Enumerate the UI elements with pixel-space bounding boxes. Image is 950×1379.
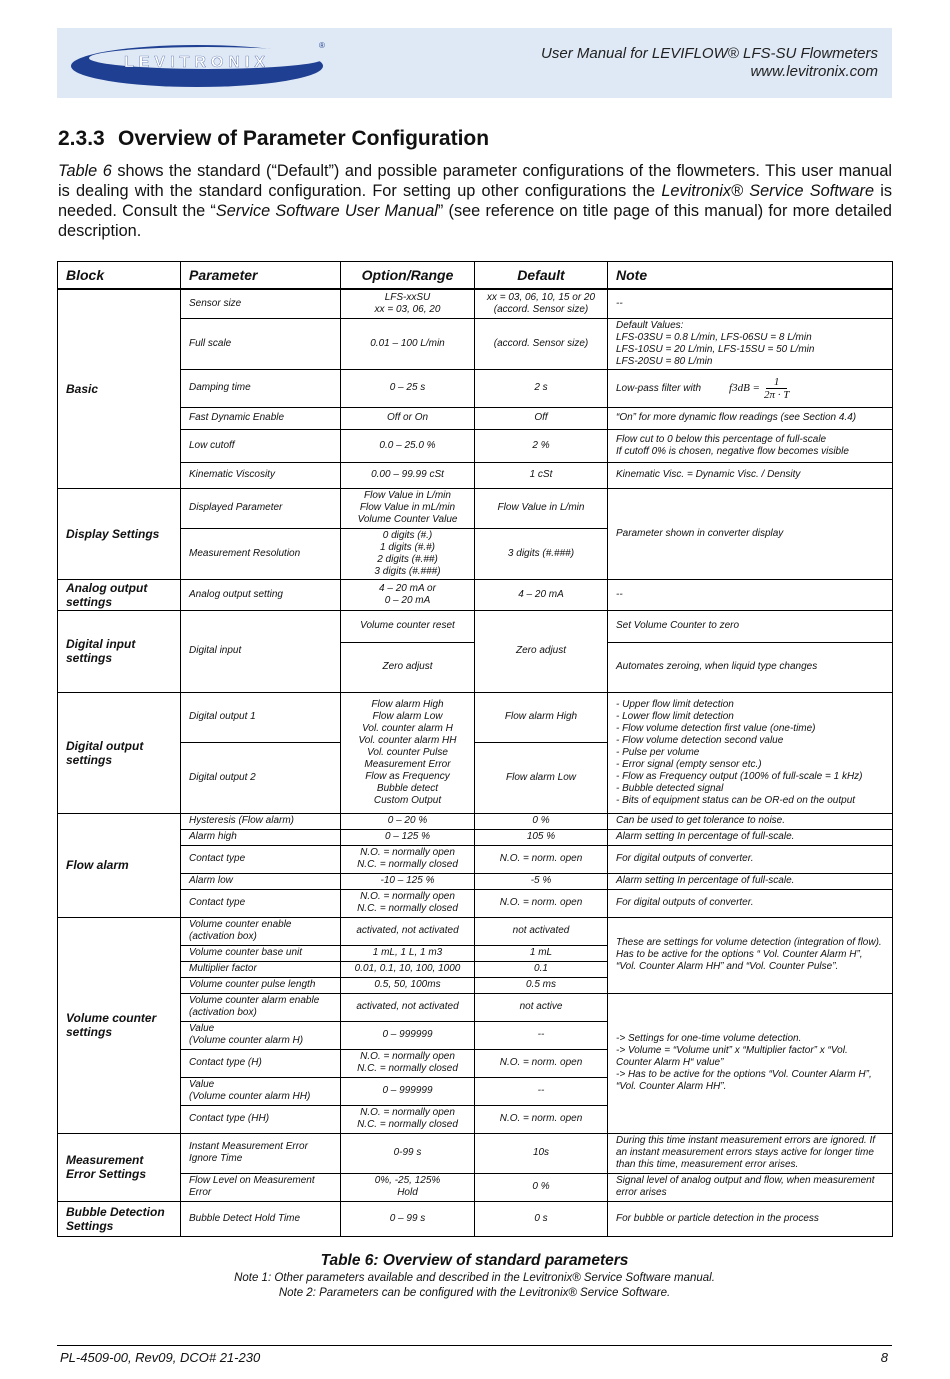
default-cell: 1 cSt <box>475 462 608 488</box>
note-cell: Flow cut to 0 below this percentage of full-scale If cutoff 0% is chosen, negative flow becomes visible <box>608 429 893 462</box>
block-bubble-detection: Bubble Detection Settings <box>58 1201 181 1236</box>
note-cell: “On” for more dynamic flow readings (see Section 4.4) <box>608 407 893 429</box>
default-cell: -5 % <box>475 873 608 889</box>
note-cell: Parameter shown in converter display <box>608 488 893 579</box>
default-cell: (accord. Sensor size) <box>475 318 608 369</box>
note-cell: Low-pass filter with f3dB = $\frac{1}{2\pi \cdot T}$ <box>608 369 893 407</box>
default-cell: 4 – 20 mA <box>475 579 608 610</box>
header-default: Default <box>475 262 608 290</box>
table-reference: Table 6 <box>58 162 112 180</box>
parameter-table <box>57 261 893 1237</box>
param-cell: Flow Level on Measurement Error <box>181 1173 341 1201</box>
option-cell: 0 – 25 s <box>341 369 475 407</box>
param-cell: Hysteresis (Flow alarm) <box>181 813 341 829</box>
default-cell: 0 % <box>475 813 608 829</box>
option-cell: N.O. = normally open N.C. = normally closed <box>341 1105 475 1133</box>
default-cell: xx = 03, 06, 10, 15 or 20 (accord. Sensor size) <box>475 289 608 318</box>
note-cell: -- <box>608 579 893 610</box>
note-cell: Can be used to get tolerance to noise. <box>608 813 893 829</box>
manual-reference: Service Software User Manual <box>215 202 438 220</box>
default-cell: Off <box>475 407 608 429</box>
option-cell: 0.01 – 100 L/min <box>341 318 475 369</box>
option-cell: 0-99 s <box>341 1133 475 1173</box>
option-cell: 1 mL, 1 L, 1 m3 <box>341 945 475 961</box>
param-cell: Analog output setting <box>181 579 341 610</box>
default-cell: 10s <box>475 1133 608 1173</box>
svg-text:®: ® <box>319 41 325 50</box>
default-cell: -- <box>475 1077 608 1105</box>
levitronix-logo <box>67 36 327 90</box>
note-cell: Automates zeroing, when liquid type changes <box>608 642 893 692</box>
document-number: PL-4509-00, Rev09, DCO# 21-230 <box>60 1350 261 1365</box>
param-cell: Multiplier factor <box>181 961 341 977</box>
option-cell: Volume counter reset <box>341 610 475 642</box>
table-note-2: Note 2: Parameters can be configured with the Levitronix® Service Software. <box>278 1287 671 1299</box>
block-flow-alarm: Flow alarm <box>58 813 181 917</box>
default-cell: 0 % <box>475 1173 608 1201</box>
option-cell: 4 – 20 mA or 0 – 20 mA <box>341 579 475 610</box>
option-cell: N.O. = normally open N.C. = normally closed <box>341 889 475 917</box>
option-cell: Flow alarm High Flow alarm Low Vol. counter alarm H Vol. counter alarm HH Vol. counter Pulse Measurement Error Flow as Frequency Bubble detect Custom Output <box>341 692 475 813</box>
default-cell: N.O. = norm. open <box>475 1049 608 1077</box>
default-cell: Flow alarm High <box>475 692 608 742</box>
option-cell: Flow Value in L/min Flow Value in mL/min Volume Counter Value <box>341 488 475 528</box>
note-cell: For bubble or particle detection in the process <box>608 1201 893 1236</box>
header-parameter: Parameter <box>181 262 341 290</box>
param-cell: Contact type (HH) <box>181 1105 341 1133</box>
option-cell: 0 – 99 s <box>341 1201 475 1236</box>
note-cell: Alarm setting In percentage of full-scale. <box>608 829 893 845</box>
default-cell: Flow Value in L/min <box>475 488 608 528</box>
default-cell: 0.5 ms <box>475 977 608 993</box>
param-cell: Damping time <box>181 369 341 407</box>
intro-paragraph: Table 6 shows the standard (“Default”) and possible parameter configurations of the flowmeters. This user manual is dealing with the standard configuration. For setting up other configurations the Levitronix® Service Software is needed. Consult the “Service Software User Manual” (see reference on title page of this manual) for more detailed description. <box>58 162 893 240</box>
note-cell: -> Settings for one-time volume detection. -> Volume = “Volume unit” x “Multiplier factor” x “Vol. Counter Alarm H“ value” -> Has to be active for the options “Vol. Counter Alarm H”, “Vol. Counter Alarm HH”. <box>608 993 893 1133</box>
note-cell: -- <box>608 289 893 318</box>
option-cell: 0 – 20 % <box>341 813 475 829</box>
footer-divider <box>57 1345 892 1346</box>
param-cell: Value (Volume counter alarm H) <box>181 1021 341 1049</box>
note-cell: For digital outputs of converter. <box>608 889 893 917</box>
header-block: Block <box>58 262 181 290</box>
param-cell: Displayed Parameter <box>181 488 341 528</box>
note-cell: Kinematic Visc. = Dynamic Visc. / Density <box>608 462 893 488</box>
block-digital-output: Digital output settings <box>58 692 181 813</box>
option-cell: 0%, -25, 125% Hold <box>341 1173 475 1201</box>
option-cell: 0.00 – 99.99 cSt <box>341 462 475 488</box>
default-cell: not active <box>475 993 608 1021</box>
table-note-1: Note 1: Other parameters available and described in the Levitronix® Service Software manual. <box>234 1272 715 1284</box>
note-cell: Set Volume Counter to zero <box>608 610 893 642</box>
default-cell: Flow alarm Low <box>475 742 608 813</box>
default-cell: 2 % <box>475 429 608 462</box>
option-cell: 0 – 999999 <box>341 1077 475 1105</box>
option-cell: Off or On <box>341 407 475 429</box>
block-volume-counter: Volume counter settings <box>58 917 181 1133</box>
param-cell: Full scale <box>181 318 341 369</box>
param-cell: Low cutoff <box>181 429 341 462</box>
lowpass-formula: f3dB = $\frac{1}{2\pi \cdot T}$ <box>729 375 790 401</box>
option-cell: activated, not activated <box>341 917 475 945</box>
default-cell: 2 s <box>475 369 608 407</box>
option-cell: N.O. = normally open N.C. = normally closed <box>341 845 475 873</box>
param-cell: Volume counter pulse length <box>181 977 341 993</box>
option-cell: -10 – 125 % <box>341 873 475 889</box>
block-display-settings: Display Settings <box>58 488 181 579</box>
param-cell: Sensor size <box>181 289 341 318</box>
option-cell: activated, not activated <box>341 993 475 1021</box>
option-cell: 0 – 999999 <box>341 1021 475 1049</box>
default-cell: 0.1 <box>475 961 608 977</box>
param-cell: Volume counter base unit <box>181 945 341 961</box>
param-cell: Alarm high <box>181 829 341 845</box>
param-cell: Digital output 2 <box>181 742 341 813</box>
note-cell: Default Values: LFS-03SU = 0.8 L/min, LFS-06SU = 8 L/min LFS-10SU = 20 L/min, LFS-15SU = 50 L/min LFS-20SU = 80 L/min <box>608 318 893 369</box>
page-number: 8 <box>880 1350 888 1365</box>
param-cell: Fast Dynamic Enable <box>181 407 341 429</box>
table-caption: Table 6: Overview of standard parameters <box>320 1252 629 1269</box>
block-basic: Basic <box>58 289 181 488</box>
default-cell: -- <box>475 1021 608 1049</box>
option-cell: N.O. = normally open N.C. = normally closed <box>341 1049 475 1077</box>
note-cell: Alarm setting In percentage of full-scale. <box>608 873 893 889</box>
header-note: Note <box>608 262 893 290</box>
option-cell: 0.0 – 25.0 % <box>341 429 475 462</box>
default-cell: N.O. = norm. open <box>475 1105 608 1133</box>
param-cell: Contact type <box>181 845 341 873</box>
service-software-name: Levitronix® Service Software <box>661 182 875 200</box>
param-cell: Bubble Detect Hold Time <box>181 1201 341 1236</box>
default-cell: 0 s <box>475 1201 608 1236</box>
default-cell: 105 % <box>475 829 608 845</box>
param-cell: Contact type (H) <box>181 1049 341 1077</box>
section-heading <box>58 127 489 151</box>
option-cell: 0 digits (#.) 1 digits (#.#) 2 digits (#.##) 3 digits (#.###) <box>341 528 475 579</box>
default-cell: 3 digits (#.###) <box>475 528 608 579</box>
option-cell: 0.01, 0.1, 10, 100, 1000 <box>341 961 475 977</box>
default-cell: 1 mL <box>475 945 608 961</box>
param-cell: Digital input <box>181 610 341 692</box>
default-cell: not activated <box>475 917 608 945</box>
default-cell: Zero adjust <box>475 610 608 692</box>
param-cell: Volume counter enable (activation box) <box>181 917 341 945</box>
note-cell: For digital outputs of converter. <box>608 845 893 873</box>
section-number: 2.3.3 <box>58 127 105 150</box>
default-cell: N.O. = norm. open <box>475 889 608 917</box>
block-measurement-error: Measurement Error Settings <box>58 1133 181 1201</box>
note-cell: - Upper flow limit detection - Lower flow limit detection - Flow volume detection first value (one-time) - Flow volume detection second value - Pulse per volume - Error signal (empty sensor etc.) - Flow as Frequency output (100% of full-scale = 1 kHz) - Bubble detected signal - Bits of equipment status can be OR-ed on the output <box>608 692 893 813</box>
option-cell: 0 – 125 % <box>341 829 475 845</box>
param-cell: Digital output 1 <box>181 692 341 742</box>
option-cell: 0.5, 50, 100ms <box>341 977 475 993</box>
header-url: www.levitronix.com <box>750 63 878 80</box>
param-cell: Instant Measurement Error Ignore Time <box>181 1133 341 1173</box>
param-cell: Measurement Resolution <box>181 528 341 579</box>
param-cell: Alarm low <box>181 873 341 889</box>
note-cell: Signal level of analog output and flow, when measurement error arises <box>608 1173 893 1201</box>
param-cell: Volume counter alarm enable (activation box) <box>181 993 341 1021</box>
page-header <box>57 28 892 98</box>
param-cell: Kinematic Viscosity <box>181 462 341 488</box>
option-cell: Zero adjust <box>341 642 475 692</box>
block-digital-input: Digital input settings <box>58 610 181 692</box>
default-cell: N.O. = norm. open <box>475 845 608 873</box>
param-cell: Contact type <box>181 889 341 917</box>
header-option-range: Option/Range <box>341 262 475 290</box>
svg-text:LEVITRONIX: LEVITRONIX <box>123 54 271 71</box>
note-cell: During this time instant measurement errors are ignored. If an instant measurement errors stays active for longer time than this time, measurement error arises. <box>608 1133 893 1173</box>
note-cell: These are settings for volume detection (integration of flow). Has to be active for the options “ Vol. Counter Alarm H”, “Vol. Counter Alarm HH” and “Vol. Counter Pulse”. <box>608 917 893 993</box>
block-analog-output: Analog output settings <box>58 579 181 610</box>
header-title: User Manual for LEVIFLOW® LFS-SU Flowmeters <box>541 45 878 62</box>
section-title: Overview of Parameter Configuration <box>118 127 490 150</box>
option-cell: LFS-xxSU xx = 03, 06, 20 <box>341 289 475 318</box>
param-cell: Value (Volume counter alarm HH) <box>181 1077 341 1105</box>
